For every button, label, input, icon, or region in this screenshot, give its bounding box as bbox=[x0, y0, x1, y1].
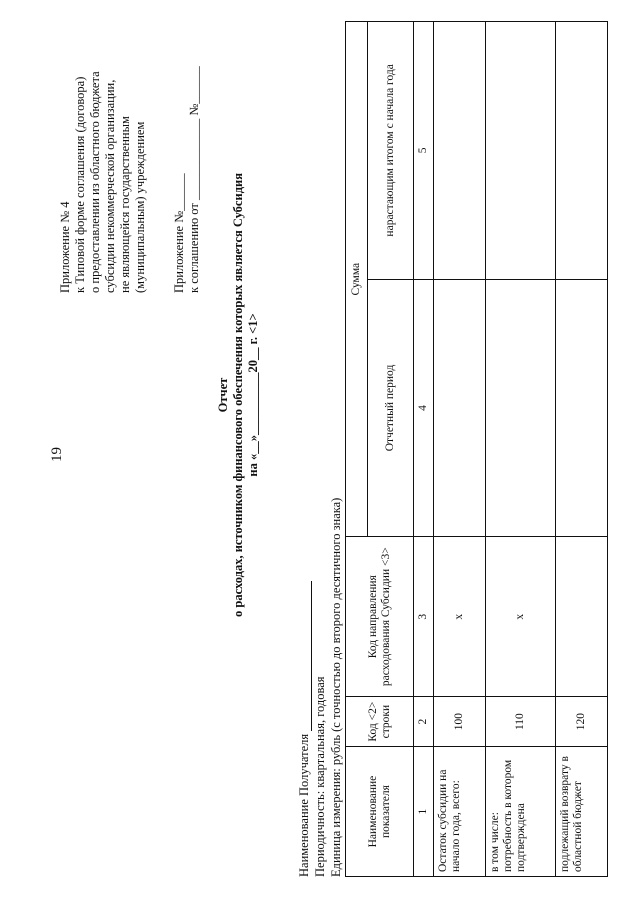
row-period bbox=[486, 279, 556, 537]
agreement-ref-line: Приложение №______ bbox=[172, 173, 186, 293]
row-cumulative bbox=[486, 22, 556, 280]
row-period bbox=[434, 279, 486, 537]
recipient-row bbox=[296, 498, 312, 877]
report-table bbox=[345, 21, 608, 877]
report-meta bbox=[296, 498, 344, 877]
agreement-ref-line: к соглашению от _____________ №______ bbox=[187, 66, 201, 293]
appendix-line: (муниципальным) учреждением bbox=[133, 121, 147, 293]
recipient-label: Наименование Получателя bbox=[297, 733, 311, 877]
header-reporting-period: Отчетный период bbox=[368, 279, 414, 537]
header-line-code: Код <2> строки bbox=[346, 697, 414, 747]
table-row bbox=[486, 22, 556, 877]
row-period bbox=[556, 279, 608, 537]
report-title-line: о расходах, источником финансового обеспечения которых является Субсидия bbox=[231, 173, 245, 617]
recipient-underline bbox=[299, 581, 312, 731]
column-number: 1 bbox=[414, 747, 434, 877]
column-number: 2 bbox=[414, 697, 434, 747]
header-direction-code: Код направления расходования Субсидии <3> bbox=[346, 537, 414, 697]
row-cumulative bbox=[434, 22, 486, 280]
row-code: 120 bbox=[556, 697, 608, 747]
row-indicator: в том числе: потребность в котором подтверждена bbox=[486, 747, 556, 877]
appendix-line: не являющейся государственным bbox=[118, 116, 132, 293]
appendix-line: к Типовой форме соглашения (договора) bbox=[73, 76, 87, 293]
appendix-line: субсидии некоммерческой организации, bbox=[103, 79, 117, 293]
column-number: 4 bbox=[414, 279, 434, 537]
report-title-line: на «__»__________20__ г. <1> bbox=[246, 313, 260, 477]
page-number: 19 bbox=[49, 447, 65, 462]
table-row bbox=[556, 22, 608, 877]
row-direction: x bbox=[434, 537, 486, 697]
appendix-line: о предоставлении из областного бюджета bbox=[88, 71, 102, 293]
appendix-line: Приложение № 4 bbox=[58, 201, 72, 293]
report-title bbox=[216, 95, 261, 695]
row-code: 100 bbox=[434, 697, 486, 747]
unit-text: Единица измерения: рубль (с точностью до второго десятичного знака) bbox=[329, 497, 343, 877]
row-direction: x bbox=[486, 537, 556, 697]
report-title-line: Отчет bbox=[216, 377, 230, 413]
row-direction bbox=[556, 537, 608, 697]
header-sum: Сумма bbox=[346, 22, 368, 537]
periodicity-text: Периодичность: квартальная, годовая bbox=[313, 676, 327, 877]
agreement-reference bbox=[172, 3, 202, 293]
table-row bbox=[434, 22, 486, 877]
row-cumulative bbox=[556, 22, 608, 280]
row-indicator: Остаток субсидии на начало года, всего: bbox=[434, 747, 486, 877]
row-code: 110 bbox=[486, 697, 556, 747]
column-number: 3 bbox=[414, 537, 434, 697]
row-indicator: подлежащий возврату в областной бюджет bbox=[556, 747, 608, 877]
column-number: 5 bbox=[414, 22, 434, 280]
header-cumulative: нарастающим итогом с начала года bbox=[368, 22, 414, 280]
appendix-header bbox=[58, 3, 148, 293]
header-indicator: Наименование показателя bbox=[346, 747, 414, 877]
